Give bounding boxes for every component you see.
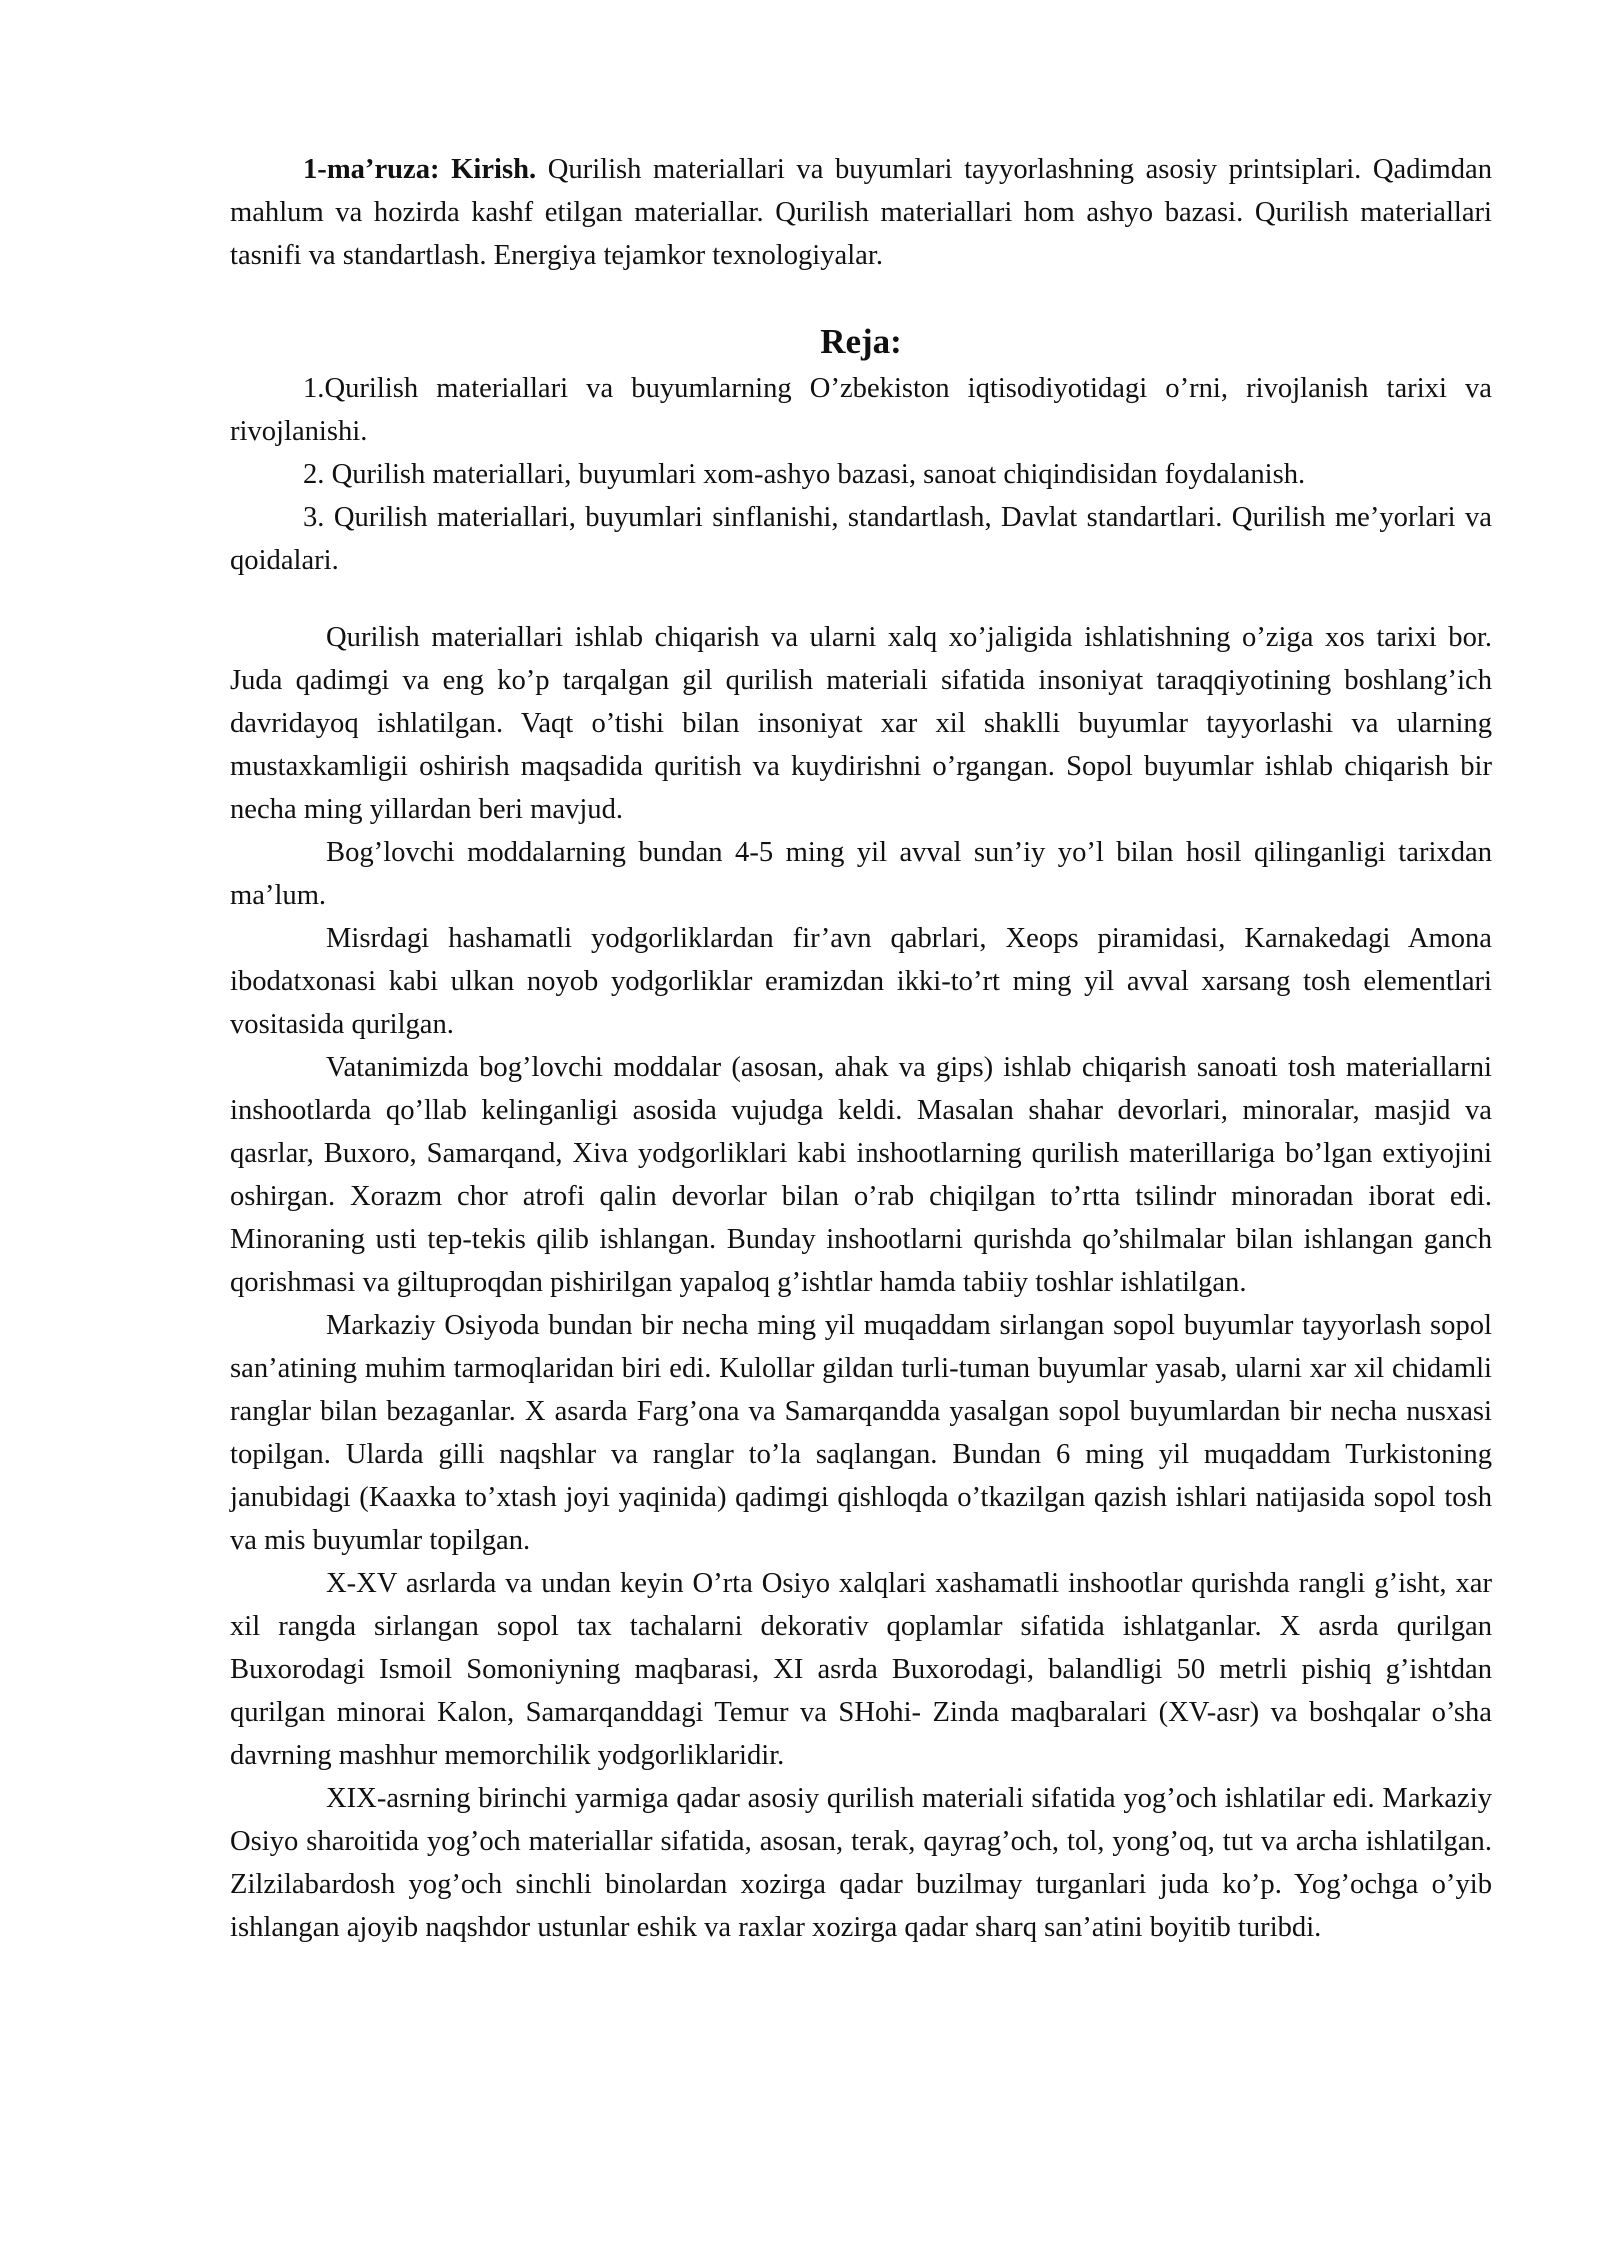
body-paragraph-2: Bog’lovchi moddalarning bundan 4-5 ming yil avval sun’iy yo’l bilan hosil qilinganligi tarixdan ma’lum.: [230, 837, 1492, 911]
document-page: [230, 148, 1492, 1949]
plan-item-2: 2. Qurilish materiallari, buyumlari xom-ashyo bazasi, sanoat chiqindisidan foydalanish.: [303, 459, 1306, 490]
lecture-topic-text: Qurilish materiallari va buyumlari tayyorlashning asosiy printsiplari. Qadimdan mahlum va hozirda kashf etilgan materiallar. Qurilish materiallari hom ashyo bazasi. Qurilish materiallari tasnifi va standartlash. Energiya tejamkor texnologiyalar.: [230, 154, 1492, 271]
plan-item-3: 3. Qurilish materiallari, buyumlari sinflanishi, standartlash, Davlat standartlari. Qurilish me’yorlari va qoidalari.: [230, 502, 1492, 576]
body-paragraph-7: XIX-asrning birinchi yarmiga qadar asosiy qurilish materiali sifatida yog’och ishlatilar edi. Markaziy Osiyo sharoitida yog’och materiallar sifatida, asosan, terak, qayrag’och, tol, yong’oq, tut va archa ishlatilgan. Zilzilabardosh yog’och sinchli binolardan xozirga qadar buzilmay turganlari juda ko’p. Yog’ochga o’yib ishlangan ajoyib naqshdor ustunlar eshik va raxlar xozirga qadar sharq san’atini boyitib turibdi.: [230, 1783, 1492, 1943]
section-spacer: [230, 582, 1492, 616]
body-paragraph-3: Misrdagi hashamatli yodgorliklardan fir’avn qabrlari, Xeops piramidasi, Karnakedagi Amona ibodatxonasi kabi ulkan noyob yodgorliklar eramizdan ikki-to’rt ming yil avval xarsang tosh elementlari vositasida qurilgan.: [230, 923, 1492, 1040]
body-paragraph-4: Vatanimizda bog’lovchi moddalar (asosan, ahak va gips) ishlab chiqarish sanoati tosh materiallarni inshootlarda qo’llab kelinganligi asosida vujudga keldi. Masalan shahar devorlari, minoralar, masjid va qasrlar, Buxoro, Samarqand, Xiva yodgorliklari kabi inshootlarning qurilish materillariga bo’lgan extiyojini oshirgan. Xorazm chor atrofi qalin devorlar bilan o’rab chiqilgan to’rtta tsilindr minoradan iborat edi. Minoraning usti tep-tekis qilib ishlangan. Bunday inshootlarni qurishda qo’shilmalar bilan ishlangan ganch qorishmasi va giltuproqdan pishirilgan yapaloq g’ishtlar hamda tabiiy toshlar ishlatilgan.: [230, 1052, 1492, 1298]
body-paragraph-5: Markaziy Osiyoda bundan bir necha ming yil muqaddam sirlangan sopol buyumlar tayyorlash sopol san’atining muhim tarmoqlaridan biri edi. Kulollar gildan turli-tuman buyumlar yasab, ularni xar xil chidamli ranglar bilan bezaganlar. X asarda Farg’ona va Samarqandda yasalgan sopol buyumlardan bir necha nusxasi topilgan. Ularda gilli naqshlar va ranglar to’la saqlangan. Bundan 6 ming yil muqaddam Turkistoning janubidagi (Kaaxka to’xtash joyi yaqinida) qadimgi qishloqda o’tkazilgan qazish ishlari natijasida sopol tosh va mis buyumlar topilgan.: [230, 1310, 1492, 1556]
plan-title: Reja:: [820, 322, 902, 361]
plan-item-1: 1.Qurilish materiallari va buyumlarning O’zbekiston iqtisodiyotidagi o’rni, rivojlanish tarixi va rivojlanishi.: [230, 373, 1492, 447]
body-paragraph-6: X-XV asrlarda va undan keyin O’rta Osiyo xalqlari xashamatli inshootlar qurishda rangli g’isht, xar xil rangda sirlangan sopol tax tachalarni dekorativ qoplamlar sifatida ishlatganlar. X asrda qurilgan Buxorodagi Ismoil Somoniyning maqbarasi, XI asrda Buxorodagi, balandligi 50 metrli pishiq g’ishtdan qurilgan minorai Kalon, Samarqanddagi Temur va SHohi- Zinda maqbaralari (XV-asr) va boshqalar o’sha davrning mashhur memorchilik yodgorliklaridir.: [230, 1568, 1492, 1771]
lecture-label: 1-ma’ruza: Kirish.: [303, 154, 537, 185]
body-paragraph-1: Qurilish materiallari ishlab chiqarish va ularni xalq xo’jaligida ishlatishning o’ziga xos tarixi bor. Juda qadimgi va eng ko’p tarqalgan gil qurilish materiali sifatida insoniyat taraqqiyotining boshlang’ich davridayoq ishlatilgan. Vaqt o’tishi bilan insoniyat xar xil shaklli buyumlar tayyorlashi va ularning mustaxkamligii oshirish maqsadida quritish va kuydirishni o’rgangan. Sopol buyumlar ishlab chiqarish bir necha ming yillardan beri mavjud.: [230, 622, 1492, 825]
lecture-intro: [230, 148, 1492, 277]
